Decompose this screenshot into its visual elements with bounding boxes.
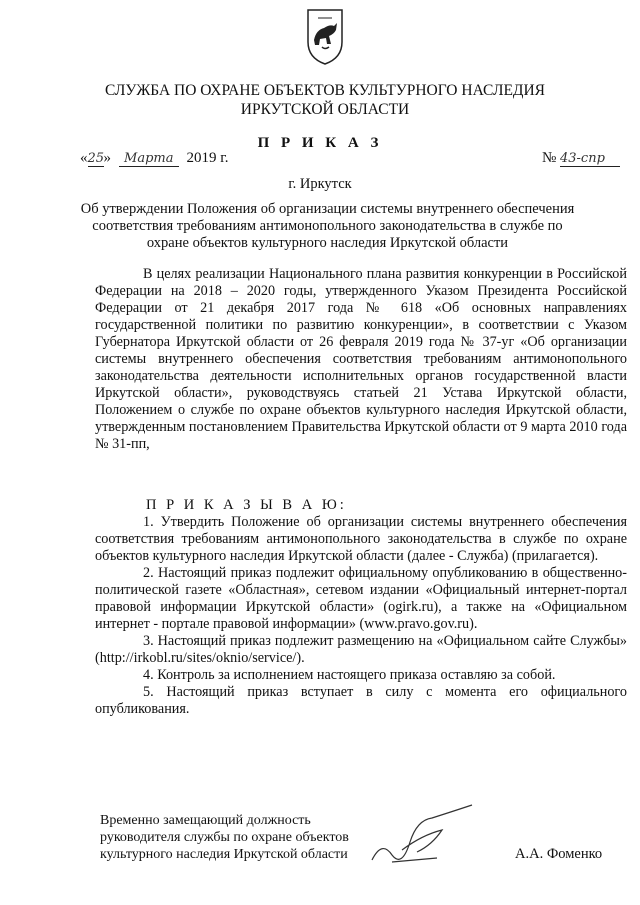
date-close-quote: » (103, 150, 111, 166)
preamble-paragraph: В целях реализации Национального плана развития конкуренции в Российской Федерации на 2018 – 2020 годы, утвержденного Указом Президента Российской Федерации от 21 декабря 2017 года № 618 «Об основных направлениях государственной политики по развитию конкуренции», в соответствии с Указом Губернатора Иркутской области от 26 февраля 2019 года № 37-уг «Об организации системы внутреннего обеспечения соответствия требованиям антимонопольного законодательства деятельности исполнительных органов государственной власти Иркутской области», руководствуясь статьей 21 Устава Иркутской области, Положением о службе по охране объектов культурного наследия Иркутской области, утвержденным постановлением Правительства Иркутской области от 9 марта 2010 года № 31-пп, (95, 266, 627, 452)
signature-line1: Временно замещающий должность (100, 813, 311, 828)
order-item-5: 5. Настоящий приказ вступает в силу с момента его официального опубликования. (95, 684, 627, 717)
city: г. Иркутск (288, 176, 352, 192)
signature-line3: культурного наследия Иркутской области (100, 847, 348, 862)
date-month: Марта (119, 151, 179, 167)
order-item-2: 2. Настоящий приказ подлежит официальному опубликованию в общественно-политической газете «Областная», сетевом издании «Официальный интернет-портал правовой информации Иркутской области» (ogirk.ru), а также на «Официальном интернет - портале правовой информации» (www.pravo.gov.ru). (95, 565, 627, 632)
order-item-1: 1. Утвердить Положение об организации системы внутреннего обеспечения соответствия требованиям антимонопольного законодательства в службе по охране объектов культурного наследия Иркутской области (далее - Служба) (прилагается). (95, 514, 627, 564)
signature-line2: руководителя службы по охране объектов (100, 830, 349, 845)
document-subject: Об утверждении Положения об организации системы внутреннего обеспечения соответствия требованиям антимонопольного законодательства в службе по охране объектов культурного наследия Иркутской области (80, 201, 575, 251)
order-item-4: 4. Контроль за исполнением настоящего приказа оставляю за собой. (143, 667, 556, 683)
agency-name (60, 81, 590, 119)
order-number-value: 43-спр (560, 151, 620, 167)
date-row (80, 150, 620, 172)
order-items (95, 514, 627, 718)
handwritten-signature (362, 800, 482, 870)
agency-name-line2: ИРКУТСКОЙ ОБЛАСТИ (240, 101, 410, 118)
document-title: П Р И К А З (257, 135, 383, 151)
coat-of-arms-emblem (304, 6, 346, 66)
date-day: 25 (87, 151, 105, 166)
agency-name-line1: СЛУЖБА ПО ОХРАНЕ ОБЪЕКТОВ КУЛЬТУРНОГО НАСЛЕДИЯ (104, 82, 546, 99)
date-field (80, 150, 228, 167)
order-item-3: 3. Настоящий приказ подлежит размещению на «Официальном сайте Службы» (http://irkobl.ru/sites/oknio/service/). (95, 633, 627, 666)
order-number-label: № (541, 150, 557, 166)
date-open-quote: « (80, 150, 88, 166)
order-heading: П Р И К А З Ы В А Ю: (146, 497, 347, 513)
order-number (542, 150, 620, 167)
signatory-name: А.А. Фоменко (515, 846, 603, 862)
date-year: 2019 г. (186, 150, 229, 166)
